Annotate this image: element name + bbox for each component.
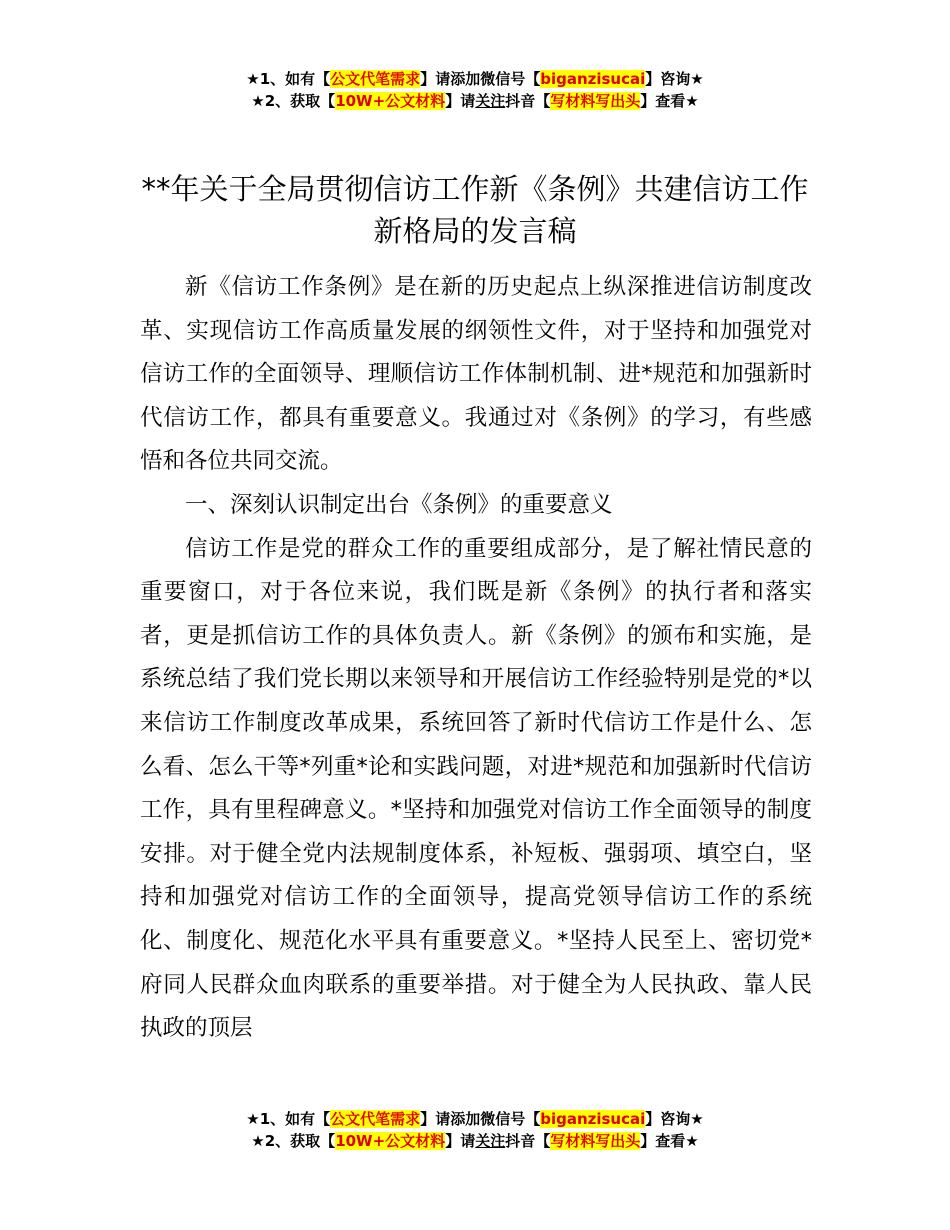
promo-highlight-wechat: biganzisucai xyxy=(540,70,646,88)
promo-underline: 关注 xyxy=(475,1132,506,1150)
promo-text: 】请添加微信号【 xyxy=(420,1110,541,1128)
promo-text: ★1、如有【 xyxy=(246,70,331,88)
promo-text: 】请添加微信号【 xyxy=(420,70,541,88)
paragraph: 新《信访工作条例》是在新的历史起点上纵深推进信访制度改革、实现信访工作高质量发展的纲领性文件，对于坚持和加强党对信访工作的全面领导、理顺信访工作体制机制、进*规范和加强新时代信访工作，都具有重要意义。我通过对《条例》的学习，有些感悟和各位共同交流。 xyxy=(140,274,812,475)
promo-text: 】请 xyxy=(445,92,476,110)
promo-text: 】请 xyxy=(445,1132,476,1150)
promo-text: ★2、获取【 xyxy=(251,1132,336,1150)
promo-highlight-douyin: 写材料写出头 xyxy=(550,92,641,110)
promo-highlight-douyin: 写材料写出头 xyxy=(550,1132,641,1150)
promo-highlight: 10W+公文材料 xyxy=(335,92,446,110)
footer-promo-banner xyxy=(0,1108,950,1152)
header-promo-banner xyxy=(0,68,950,112)
promo-highlight: 公文代笔需求 xyxy=(330,70,421,88)
promo-text: 抖音【 xyxy=(505,92,551,110)
promo-text: 】咨询★ xyxy=(645,70,704,88)
promo-highlight: 公文代笔需求 xyxy=(330,1110,421,1128)
promo-text: 】查看★ xyxy=(640,1132,699,1150)
promo-line-2 xyxy=(0,1130,950,1152)
promo-text: 】咨询★ xyxy=(645,1110,704,1128)
promo-highlight-wechat: biganzisucai xyxy=(540,1110,646,1128)
document-body xyxy=(140,266,812,1051)
promo-text: ★1、如有【 xyxy=(246,1110,331,1128)
promo-line-2 xyxy=(0,90,950,112)
promo-text: ★2、获取【 xyxy=(251,92,336,110)
promo-line-1 xyxy=(0,68,950,90)
promo-underline: 关注 xyxy=(475,92,506,110)
document-title: **年关于全局贯彻信访工作新《条例》共建信访工作新格局的发言稿 xyxy=(141,172,809,248)
promo-highlight: 10W+公文材料 xyxy=(335,1132,446,1150)
promo-text: 抖音【 xyxy=(505,1132,551,1150)
promo-line-1 xyxy=(0,1108,950,1130)
section-heading: 一、深刻认识制定出台《条例》的重要意义 xyxy=(185,491,613,518)
paragraph: 信访工作是党的群众工作的重要组成部分，是了解社情民意的重要窗口，对于各位来说，我们既是新《条例》的执行者和落实者，更是抓信访工作的具体负责人。新《条例》的颁布和实施，是系统总结了我们党长期以来领导和开展信访工作经验特别是党的*以来信访工作制度改革成果，系统回答了新时代信访工作是什么、怎么看、怎么干等*列重*论和实践问题，对进*规范和加强新时代信访工作，具有里程碑意义。*坚持和加强党对信访工作全面领导的制度安排。对于健全党内法规制度体系，补短板、强弱项、填空白，坚持和加强党对信访工作的全面领导，提高党领导信访工作的系统化、制度化、规范化水平具有重要意义。*坚持人民至上、密切党*府同人民群众血肉联系的重要举措。对于健全为人民执政、靠人民执政的顶层 xyxy=(140,535,812,1042)
promo-text: 】查看★ xyxy=(640,92,699,110)
